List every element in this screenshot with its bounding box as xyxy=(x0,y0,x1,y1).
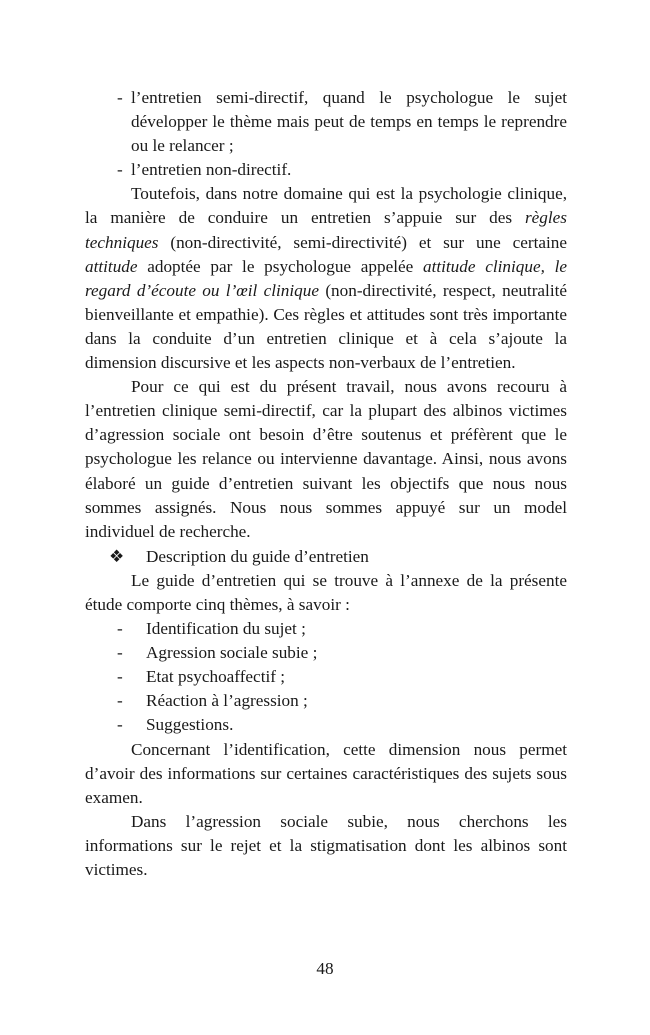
page-number: 48 xyxy=(316,959,334,978)
paragraph-social-aggression: Dans l’agression sociale subie, nous cherchons les informations sur le rejet et la stigmatisation dont les albinos sont victimes. xyxy=(85,811,567,879)
italic-term: attitude clinique, le regard d’écoute ou l’œil clinique xyxy=(85,256,567,300)
paragraph-text: adoptée par le psychologue appelée xyxy=(137,256,423,276)
italic-term: règles techniques xyxy=(85,208,567,252)
page-body xyxy=(85,86,567,882)
paragraph-present-work: Pour ce qui est du présent travail, nous avons recouru à l’entretien clinique semi-directif, car la plupart des albinos victimes d’agression sociale ont besoin d’être soutenus et préfèrent que le psychologue les relance ou intervienne davantage. Ainsi, nous avons élaboré un guide d’entretien suivant les objectifs que nous nous sommes assignés. Nous nous sommes appuyé sur un model individuel de recherche. xyxy=(85,377,567,541)
list-item xyxy=(85,86,567,158)
list-item-text: l’entretien semi-directif, quand le psychologue le sujet développer le thème mais peut de temps en temps le reprendre ou le relancer ; xyxy=(131,88,567,156)
list-item-text: l’entretien non-directif. xyxy=(131,160,292,180)
diamond-bullet-icon: ❖ xyxy=(109,546,125,566)
list-item xyxy=(85,665,567,689)
list-item-text: Agression sociale subie ; xyxy=(146,643,318,663)
paragraph-text: Toutefois, dans notre domaine qui est la psychologie clinique, la manière de conduire un entretien s’appuie sur des xyxy=(85,184,567,228)
list-dash: - xyxy=(117,643,123,663)
paragraph-clinical-interview xyxy=(85,182,567,375)
list-item xyxy=(85,617,567,641)
list-dash: - xyxy=(117,667,123,687)
paragraph-identification: Concernant l’identification, cette dimension nous permet d’avoir des informations sur certaines caractéristiques des sujets sous examen. xyxy=(85,739,567,807)
list-item-text: Etat psychoaffectif ; xyxy=(146,667,286,687)
list-item-text: Suggestions. xyxy=(146,715,234,735)
paragraph-guide-intro: Le guide d’entretien qui se trouve à l’annexe de la présente étude comporte cinq thèmes, à savoir : xyxy=(85,570,567,614)
list-dash: - xyxy=(117,715,123,735)
paragraph-text: (non-directivité, respect, neutralité bienveillante et empathie). Ces règles et attitudes sont très importante dans la conduite d’un entretien clinique et à cela s’ajoute la dimension discursive et les aspects non-verbaux de l’entretien. xyxy=(85,280,567,373)
list-dash: - xyxy=(117,88,123,107)
section-heading-text: Description du guide d’entretien xyxy=(146,546,369,566)
italic-term: attitude xyxy=(85,256,138,276)
list-item xyxy=(85,689,567,713)
list-dash: - xyxy=(117,691,123,711)
themes-list xyxy=(85,617,567,737)
section-heading xyxy=(85,545,567,569)
list-item xyxy=(85,641,567,665)
list-item xyxy=(85,713,567,737)
list-item-text: Réaction à l’agression ; xyxy=(146,691,308,711)
list-item-text: Identification du sujet ; xyxy=(146,619,306,639)
list-dash: - xyxy=(117,160,123,180)
list-item xyxy=(85,158,567,182)
list-dash: - xyxy=(117,619,123,639)
paragraph-text: (non-directivité, semi-directivité) et sur une certaine xyxy=(158,232,567,252)
